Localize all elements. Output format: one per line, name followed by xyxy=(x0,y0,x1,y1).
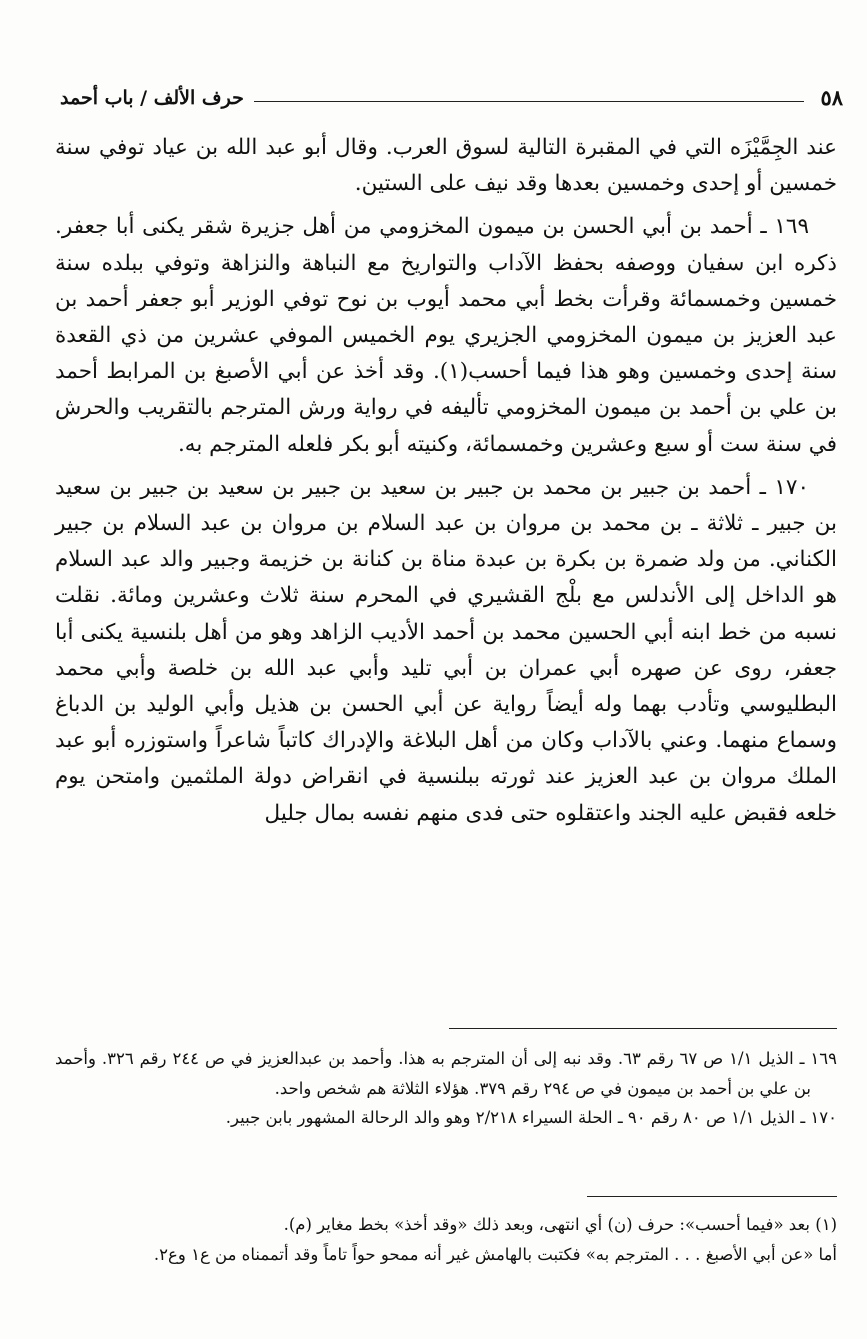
entry-169: ١٦٩ ـ أحمد بن أبي الحسن بن ميمون المخزومي من أهل جزيرة شقر يكنى أبا جعفر. ذكره ابن سفيان ووصفه بحفظ الآداب والتواريخ مع النباهة والنزاهة وتوفي ببلده سنة خمسين وخمسمائة وقرأت بخط أبي محمد أيوب بن نوح توفي الوزير أبو جعفر أحمد بن عبد العزيز بن ميمون المخزومي الجزيري يوم الخميس الموفي عشرين من ذي القعدة سنة إحدى وخمسين وهو هذا فيما أحسب(١). وقد أخذ عن أبي الأصبغ بن المرابط أحمد بن علي بن أحمد بن ميمون المخزومي تأليفه في رواية ورش المترجم بالتقريب والحرش في سنة ست أو سبع وعشرين وخمسمائة، وكنيته أبو بكر فلعله المترجم به. xyxy=(55,214,837,457)
source-note-169: ١٦٩ ـ الذيل ١/١ ص ٦٧ رقم ٦٣. وقد نبه إلى أن المترجم به هذا. وأحمد بن عبدالعزيز في ص ٢٤٤ رقم ٣٢٦. وأحمد بن علي بن أحمد بن ميمون في ص ٢٩٤ رقم ٣٧٩. هؤلاء الثلاثة هم شخص واحد. xyxy=(55,1049,837,1098)
main-text xyxy=(55,130,837,839)
critical-note-1-continued: أما «عن أبي الأصبغ . . . المترجم به» فكتبت بالهامش غير أنه ممحو حواً تاماً وقد أتممناه من ع١ وع٢. xyxy=(153,1244,837,1264)
footnote-separator-sources xyxy=(449,1028,837,1029)
entry-170: ١٧٠ ـ أحمد بن جبير بن محمد بن جبير بن سعيد بن جبير بن سعيد بن جبير بن سعيد بن جبير ـ ثلاثة ـ بن محمد بن مروان بن عبد السلام بن مروان بن عبد السلام بن جبير الكناني. من ولد ضمرة بن بكرة بن عبدة مناة بن كنانة بن خزيمة وجبير والد عبد السلام هو الداخل إلى الأندلس مع بلْج القشيري في المحرم سنة ثلاث وعشرين ومائة. نقلت نسبه من خط ابنه أبي الحسين محمد بن أحمد الأديب الزاهد وهو من أهل بلنسية يكنى أبا جعفر، روى عن صهره أبي عمران بن أبي تليد وأبي عبد الله بن خلصة وأبي محمد البطليوسي وتأدب بهما وله أيضاً رواية عن أبي الحسن بن هذيل وأبي الوليد بن الدباغ وسماع منهما. وعني بالآداب وكان من أهل البلاغة والإدراك كاتباً شاعراً واستوزره أبو عبد الملك مروان بن عبد العزيز عند ثورته ببلنسية في انقراض دولة الملثمين وامتحن يوم خلعه فقبض عليه الجند واعتقلوه حتى فدى منهم نفسه بمال جليل xyxy=(55,474,837,826)
critical-note-1: (١) بعد «فيما أحسب»: حرف (ن) أي انتهى، وبعد ذلك «وقد أخذ» بخط مغاير (م). xyxy=(283,1215,837,1234)
critical-notes xyxy=(55,1210,837,1269)
source-notes xyxy=(55,1044,837,1133)
running-header xyxy=(60,80,843,110)
source-note-170: ١٧٠ ـ الذيل ١/١ ص ٨٠ رقم ٩٠ ـ الحلة السيراء ٢/٢١٨ وهو والد الرحالة المشهور بابن جبير. xyxy=(225,1108,837,1127)
page-number: ٥٨ xyxy=(820,85,843,110)
running-title: حرف الألف / باب أحمد xyxy=(60,87,244,109)
footnote-separator-critical xyxy=(587,1196,837,1197)
paragraph-continuation: عند الجِمَّيْزَه التي في المقبرة التالية لسوق العرب. وقال أبو عبد الله بن عياد توفي سنة خمسين أو إحدى وخمسين بعدها وقد نيف على الستين. xyxy=(55,135,837,197)
header-rule xyxy=(254,101,805,102)
